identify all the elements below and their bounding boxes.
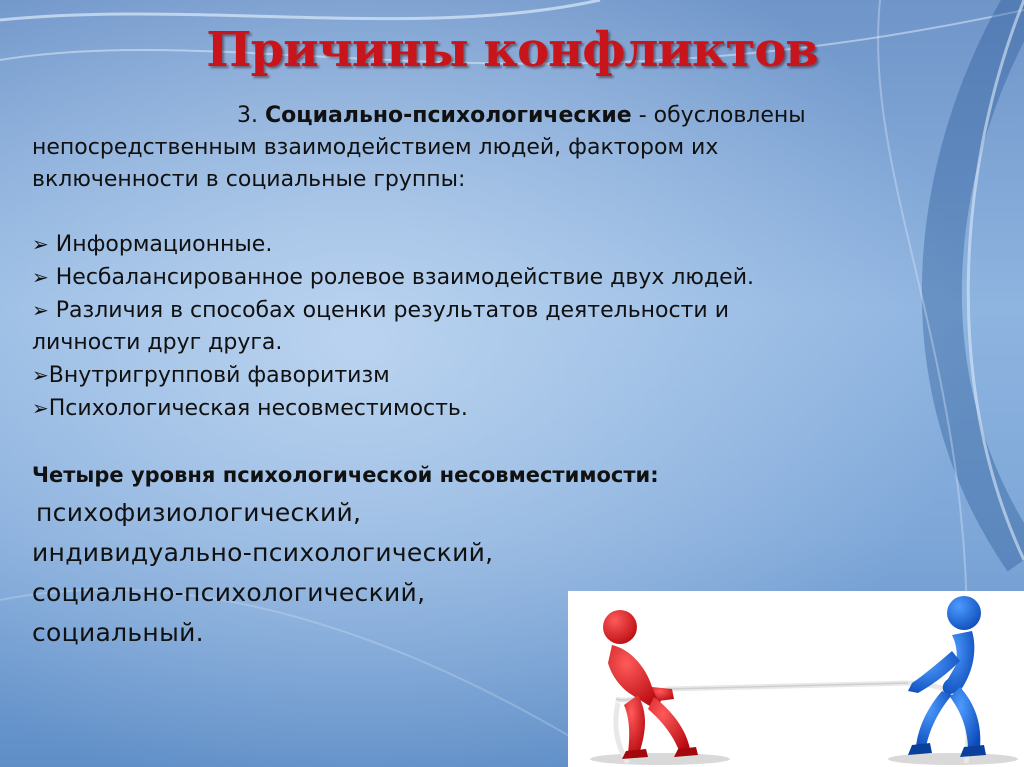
list-item: ➢Психологическая несовместимость. bbox=[32, 396, 468, 421]
intro-line3: включенности в социальные группы: bbox=[32, 167, 466, 192]
arrowhead-bullet-icon: ➢ bbox=[32, 363, 49, 387]
arrowhead-bullet-icon: ➢ bbox=[32, 298, 49, 322]
arrowhead-bullet-icon: ➢ bbox=[32, 265, 49, 289]
level-item: социально-психологический, bbox=[32, 578, 426, 607]
intro-term: Социально-психологические bbox=[265, 103, 632, 128]
list-item: ➢Внутригрупповй фаворитизм bbox=[32, 363, 390, 388]
intro-line1-rest: - обусловлены bbox=[631, 103, 806, 128]
slide-body bbox=[32, 100, 932, 653]
causes-list bbox=[32, 228, 932, 425]
list-item: ➢ Несбалансированное ролевое взаимодействие двух людей. bbox=[32, 265, 754, 290]
intro-number: 3. bbox=[237, 103, 258, 128]
arrowhead-bullet-icon: ➢ bbox=[32, 232, 49, 256]
tug-of-war-figures-icon bbox=[568, 591, 1024, 767]
level-item: социальный. bbox=[32, 618, 204, 647]
arrowhead-bullet-icon: ➢ bbox=[32, 396, 49, 420]
intro-paragraph bbox=[32, 100, 932, 196]
list-item: ➢ Различия в способах оценки результатов деятельности и личности друг друга. bbox=[32, 298, 730, 355]
tug-of-war-illustration bbox=[568, 591, 1024, 767]
level-item: индивидуально-психологический, bbox=[32, 538, 494, 567]
level-item: психофизиологический, bbox=[36, 498, 362, 527]
blue-figure bbox=[908, 596, 986, 757]
list-item-continuation: личности друг друга. bbox=[32, 330, 283, 355]
levels-heading: Четыре уровня психологической несовместимости: bbox=[32, 463, 659, 487]
list-item: ➢ Информационные. bbox=[32, 232, 273, 257]
slide-title: Причины конфликтов bbox=[206, 22, 818, 78]
intro-line2: непосредственным взаимодействием людей, фактором их bbox=[32, 135, 719, 160]
